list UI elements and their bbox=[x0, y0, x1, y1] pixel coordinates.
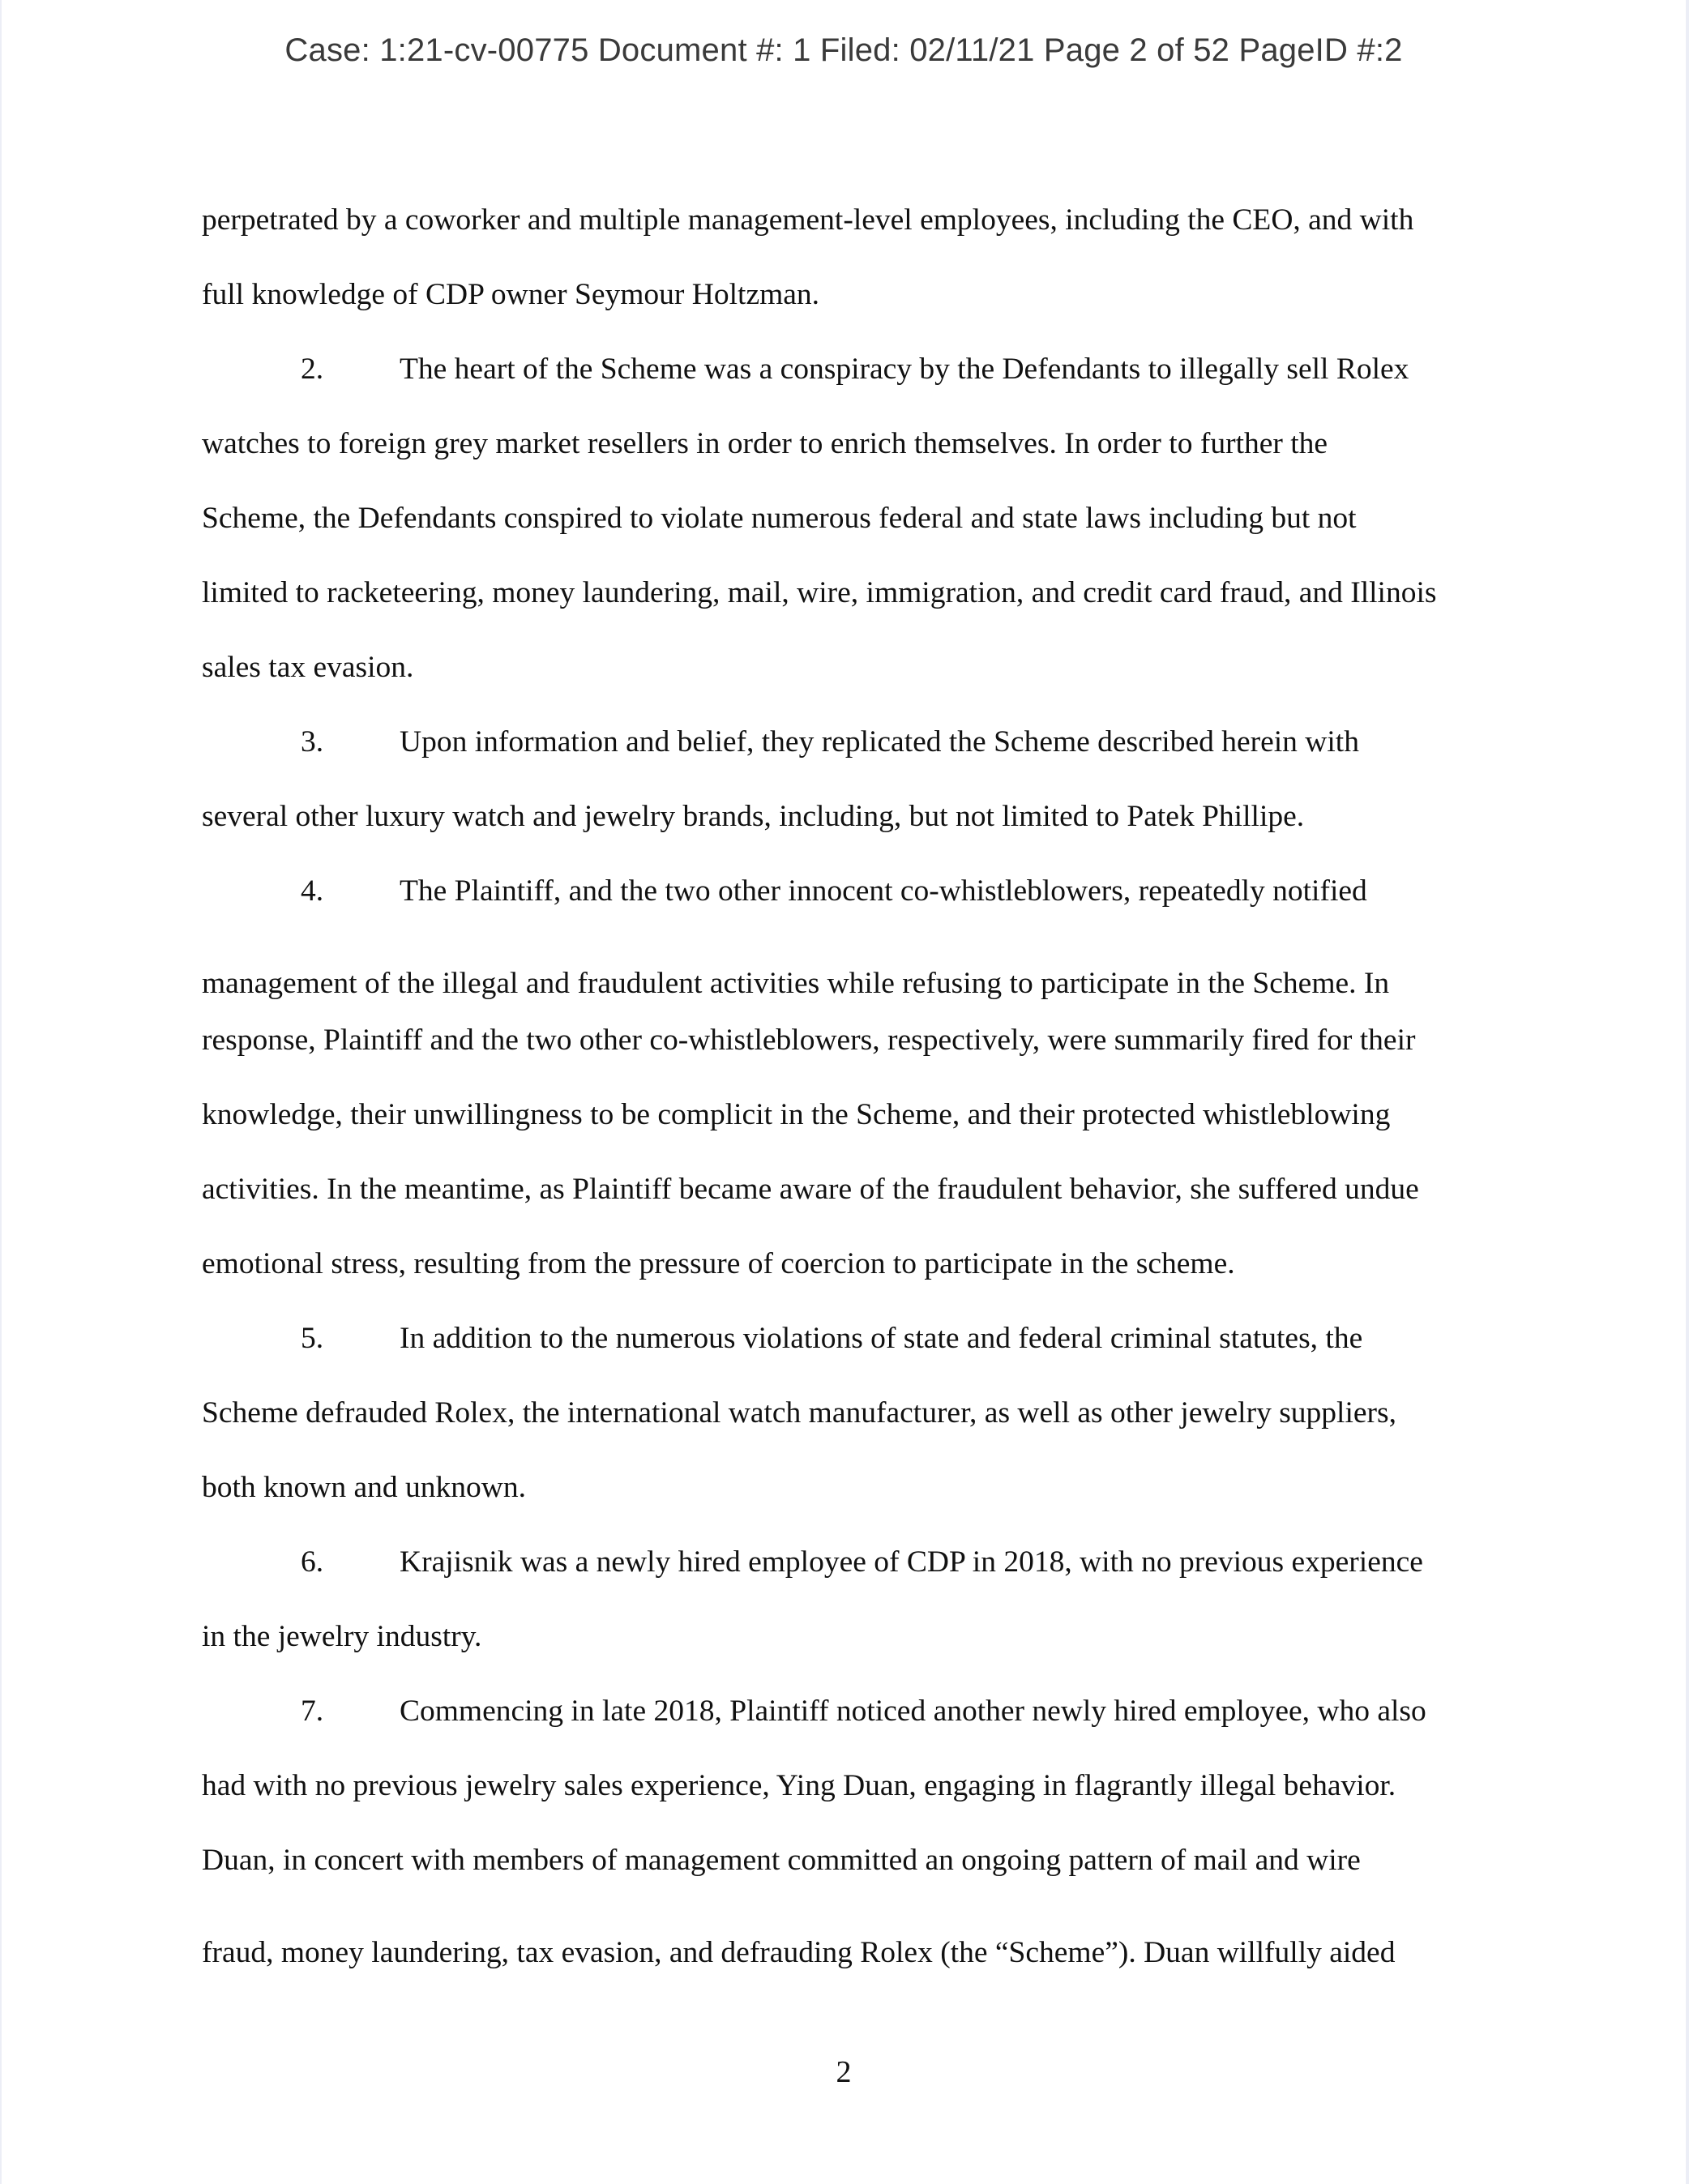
text-line: limited to racketeering, money laundering, mail, wire, immigration, and credit card fraud, and Illinois bbox=[202, 576, 1437, 609]
paragraph-first-line: Upon information and belief, they replicated the Scheme described herein with bbox=[400, 725, 1359, 759]
paragraph-first-line: In addition to the numerous violations of state and federal criminal statutes, the bbox=[400, 1322, 1363, 1355]
text-line: emotional stress, resulting from the pressure of coercion to participate in the scheme. bbox=[202, 1247, 1235, 1280]
paragraph-first-line: Commencing in late 2018, Plaintiff noticed another newly hired employee, who also bbox=[400, 1695, 1426, 1728]
paragraph-first-line: The heart of the Scheme was a conspiracy by the Defendants to illegally sell Rolex bbox=[400, 353, 1409, 386]
text-line: Scheme defrauded Rolex, the international watch manufacturer, as well as other jewelry suppliers, bbox=[202, 1396, 1396, 1430]
text-line: several other luxury watch and jewelry brands, including, but not limited to Patek Phillipe. bbox=[202, 800, 1305, 833]
paragraph-number: 7. bbox=[301, 1695, 324, 1728]
text-line: response, Plaintiff and the two other co-whistleblowers, respectively, were summarily fired for their bbox=[202, 1024, 1416, 1057]
text-line: Scheme, the Defendants conspired to violate numerous federal and state laws including but not bbox=[202, 502, 1357, 535]
paragraph-number: 5. bbox=[301, 1322, 324, 1355]
text-line: full knowledge of CDP owner Seymour Holtzman. bbox=[202, 278, 820, 311]
paragraph-first-line: The Plaintiff, and the two other innocent co-whistleblowers, repeatedly notified bbox=[400, 874, 1367, 908]
text-line: activities. In the meantime, as Plaintiff became aware of the fraudulent behavior, she suffered undue bbox=[202, 1173, 1419, 1206]
paragraph-number: 6. bbox=[301, 1545, 324, 1579]
paragraph-number: 4. bbox=[301, 874, 324, 908]
text-line: Duan, in concert with members of management committed an ongoing pattern of mail and wire bbox=[202, 1844, 1361, 1877]
paragraph-number: 3. bbox=[301, 725, 324, 759]
paragraph-number: 2. bbox=[301, 353, 324, 386]
text-line: sales tax evasion. bbox=[202, 651, 414, 684]
text-line: perpetrated by a coworker and multiple management-level employees, including the CEO, and with bbox=[202, 203, 1414, 237]
paragraph-first-line: Krajisnik was a newly hired employee of CDP in 2018, with no previous experience bbox=[400, 1545, 1423, 1579]
case-header: Case: 1:21-cv-00775 Document #: 1 Filed: 02/11/21 Page 2 of 52 PageID #:2 bbox=[284, 32, 1403, 68]
text-line: in the jewelry industry. bbox=[202, 1620, 482, 1653]
text-line: management of the illegal and fraudulent activities while refusing to participate in the Scheme. In bbox=[202, 967, 1390, 1000]
document-page bbox=[2, 0, 1686, 2184]
page-number: 2 bbox=[836, 2055, 852, 2089]
text-line: knowledge, their unwillingness to be complicit in the Scheme, and their protected whistleblowing bbox=[202, 1098, 1391, 1131]
text-line: had with no previous jewelry sales experience, Ying Duan, engaging in flagrantly illegal behavior. bbox=[202, 1769, 1396, 1802]
text-line: watches to foreign grey market resellers in order to enrich themselves. In order to further the bbox=[202, 427, 1328, 460]
text-line: fraud, money laundering, tax evasion, and defrauding Rolex (the “Scheme”). Duan willfully aided bbox=[202, 1936, 1396, 1969]
text-line: both known and unknown. bbox=[202, 1471, 526, 1504]
